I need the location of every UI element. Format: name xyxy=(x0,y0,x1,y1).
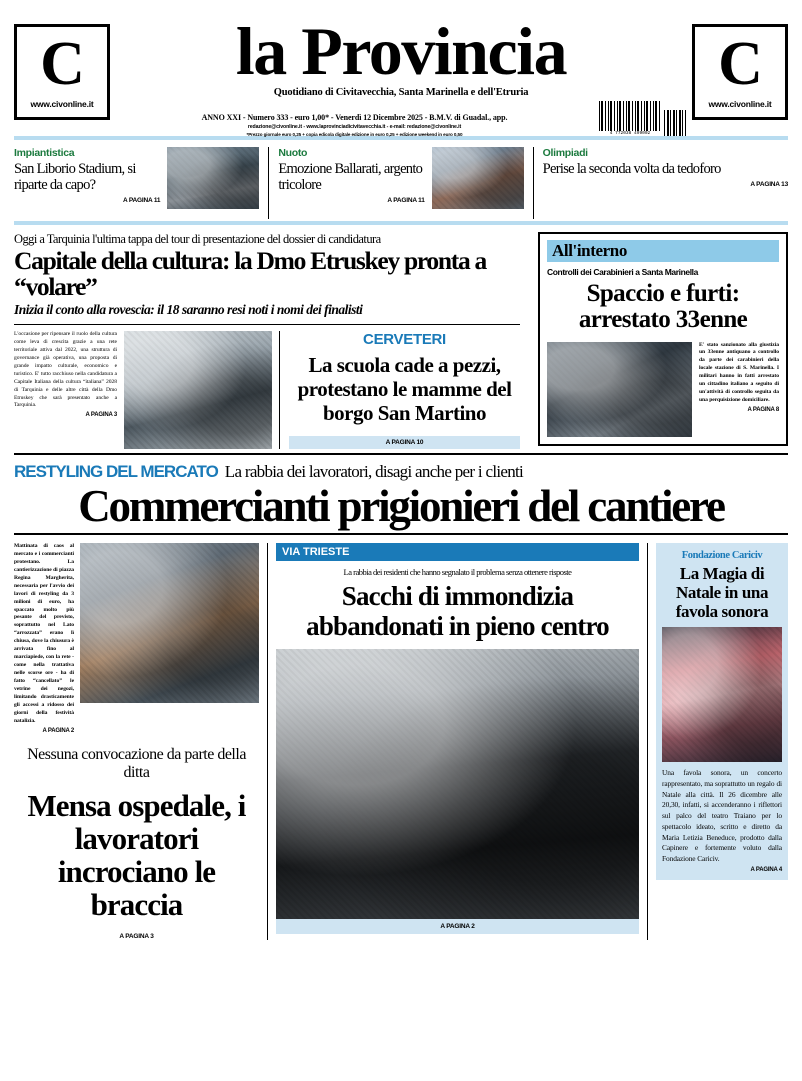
cerveteri-block[interactable] xyxy=(279,331,520,449)
allinterno-kicker: Controlli dei Carabinieri a Santa Marinella xyxy=(547,267,698,277)
masthead-web-line: redazione@civonline.it - www.laprovinciadicivitavecchia.it - e-mail: redazione@civonline.it xyxy=(247,123,462,130)
market-kicker-row xyxy=(14,462,788,482)
lead-section xyxy=(14,232,788,449)
strip-item-olimpiadi[interactable] xyxy=(543,147,788,219)
lead-page-ref: A PAGINA 3 xyxy=(85,412,117,419)
lead-main-column xyxy=(14,232,529,449)
strip-divider xyxy=(533,147,534,219)
market-page-ref: A PAGINA 2 xyxy=(42,727,74,734)
allinterno-headline[interactable]: Spaccio e furti: arrestato 33enne xyxy=(578,280,748,334)
theatre-interior-photo xyxy=(662,627,782,762)
top-news-strip xyxy=(14,147,788,219)
strip-bottom-rule xyxy=(14,221,788,225)
logo-box-left xyxy=(14,24,110,120)
logo-url-right[interactable]: www.civonline.it xyxy=(708,98,772,109)
lead-body-row xyxy=(14,331,520,449)
press-conference-photo xyxy=(124,331,272,449)
carabinieri-seizure-photo xyxy=(547,342,692,437)
strip-kicker: Impiantistica xyxy=(14,147,75,159)
strip-page-ref: A PAGINA 11 xyxy=(123,197,161,205)
lead-body-text: L'occasione per ripensare il ruolo della cultura come leva di crescita grazie a una rete territoriale attiva dal 2022, una struttura di governance già operativa, una proposta di grande impatto culturale, economico e turistico. E' tutto racchiuso nella candidatura a Capitale Italiana della cultura “italiana” 2028 di Tarquinia e delle altre città della Dmo Etruskey che sarà presentato anche a Tarquinia. xyxy=(14,331,117,409)
mensa-page-ref: A PAGINA 3 xyxy=(119,933,154,941)
masthead-rule xyxy=(14,136,788,140)
lead-sommario: Inizia il conto alla rovescia: il 18 saranno resi noti i nomi dei finalisti xyxy=(14,302,363,317)
masthead xyxy=(14,13,788,137)
strip-page-ref: A PAGINA 11 xyxy=(387,197,425,205)
cerveteri-headline[interactable]: La scuola cade a pezzi, protestano le mamme del borgo San Martino xyxy=(297,353,512,425)
via-trieste-headline[interactable]: Sacchi di immondizia abbandonati in pieno centro xyxy=(306,581,609,641)
allinterno-box[interactable] xyxy=(538,232,788,446)
strip-page-ref: A PAGINA 13 xyxy=(750,181,788,189)
stadium-photo xyxy=(167,147,259,209)
middle-section xyxy=(14,543,788,940)
logo-box-right xyxy=(692,24,788,120)
strip-kicker: Olimpiadi xyxy=(542,147,588,159)
strip-headline[interactable]: San Liborio Stadium, si riparte da capo? xyxy=(14,161,136,194)
cerveteri-kicker: CERVETERI xyxy=(363,331,446,348)
barcode-group xyxy=(599,101,686,137)
via-trieste-occhiello: La rabbia dei residenti che hanno segnalato il problema senza ottenere risposte xyxy=(343,567,572,577)
swimmer-medal-photo xyxy=(432,147,524,209)
via-trieste-band-label: VIA TRIESTE xyxy=(276,543,639,561)
allinterno-text-column xyxy=(699,342,779,437)
strip-divider xyxy=(268,147,269,219)
lead-bottom-rule xyxy=(14,453,788,455)
strip-item-impiantistica[interactable] xyxy=(14,147,259,219)
cariciv-page-ref: A PAGINA 4 xyxy=(750,866,782,873)
lead-rule xyxy=(14,324,520,325)
logo-letter-right: C xyxy=(718,30,762,99)
cariciv-kicker: Fondazione Cariciv xyxy=(681,550,763,561)
strip-item-nuoto[interactable] xyxy=(278,147,523,219)
masthead-info-row xyxy=(116,101,686,137)
mensa-occhiello: Nessuna convocazione da parte della ditta xyxy=(27,745,246,782)
strip-kicker: Nuoto xyxy=(278,147,308,159)
cariciv-column[interactable] xyxy=(648,543,788,940)
logo-url-left[interactable]: www.civonline.it xyxy=(30,98,94,109)
allinterno-band-label: All'interno xyxy=(547,240,779,262)
market-body-text: Mattinata di caos al mercato e i commercianti protestano. La cantierizzazione di piazza Regina Margherita, necessaria per l'avvio dei lavori di restyling da 3 milioni di euro, ha spaccato molto più pesante del previsto, soprattutto nel Lato “arrozzata” erano lì chiusa, dove la chiusura è arrivata fino al marciapiede, con la rete - come nella trattativa nelle scorse ore - ha di fatto “cancellato” le vetrine dei negozi, limitando drasticamente gli accessi a ridosso dei giorni della festività natalizia. xyxy=(14,543,74,724)
via-trieste-column[interactable] xyxy=(267,543,648,940)
barcode-secondary-icon xyxy=(664,110,686,136)
allinterno-body-row xyxy=(547,342,779,437)
mensa-headline[interactable]: Mensa ospedale, i lavoratori incrociano le braccia xyxy=(27,787,246,923)
barcode-number: 4 772038 499002 xyxy=(609,130,651,136)
market-subhead: La rabbia dei lavoratori, disagi anche per i clienti xyxy=(224,462,524,481)
masthead-subtitle: Quotidiano di Civitavecchia, Santa Marinella e dell'Etruria xyxy=(273,86,529,98)
lead-headline[interactable]: Capitale della cultura: la Dmo Etruskey pronta a “volare” xyxy=(14,246,486,301)
cariciv-body-text: Una favola sonora, un concerto rappresentato, ma soprattutto un regalo di Natale alla città. Il 26 dicembre alle 20,30, infatti, si accenderanno i riflettori sul palco del teatro Traiano per lo spettacolo ideato, scritto e diretto da Maria Letizia Beneduce, prodotto dalla Capinere e fortemente voluto dalla Fondazione Cariciv. xyxy=(662,768,782,863)
via-trieste-page-ref: A PAGINA 2 xyxy=(276,919,639,934)
cariciv-box[interactable] xyxy=(656,543,788,880)
allinterno-body-text: E' stato sanzionato alla giustizia un 33enne antiquano a controllo da parte dei carabinieri della locale stazione di S. Marinella. I militari hanno in fatti arrestato un cittadino italiano a seguito di un'attività di controllo seguita da una perquisizione domiciliare. xyxy=(699,341,779,404)
market-text-column xyxy=(14,543,74,734)
lead-occhiello: Oggi a Tarquinia l'ultima tappa del tour di presentazione del dossier di candidatura xyxy=(14,232,381,246)
cariciv-headline[interactable]: La Magia di Natale in una favola sonora xyxy=(675,564,769,622)
strip-headline[interactable]: Emozione Ballarati, argento tricolore xyxy=(278,161,423,194)
masthead-issue-line: ANNO XXI - Numero 333 - euro 1,00* - Venerdì 12 Dicembre 2025 - B.M.V. di Guadal., app. xyxy=(201,112,508,122)
cerveteri-page-ref: A PAGINA 10 xyxy=(289,436,520,449)
market-column xyxy=(14,543,267,940)
market-kicker: RESTYLING DEL MERCATO xyxy=(14,462,218,481)
main-headline-rule xyxy=(14,533,788,535)
page-title: la Provincia xyxy=(235,13,567,89)
main-headline[interactable]: Commercianti prigionieri del cantiere xyxy=(78,481,724,531)
lead-text-column xyxy=(14,331,117,449)
logo-letter-left: C xyxy=(40,30,84,99)
market-body-row xyxy=(14,543,259,734)
market-stalls-photo xyxy=(80,543,259,703)
allinterno-page-ref: A PAGINA 8 xyxy=(747,407,779,413)
masthead-price-note: *Prezzo giornale euro 0,25 + copia edicola digitale edizione in euro 0,25 + edizione weekend in euro 0,50 xyxy=(246,131,463,137)
strip-headline[interactable]: Perise la seconda volta da tedoforo xyxy=(542,161,721,177)
barcode-icon xyxy=(599,101,661,131)
garbage-bags-photo xyxy=(276,649,639,919)
masthead-center xyxy=(110,14,692,137)
